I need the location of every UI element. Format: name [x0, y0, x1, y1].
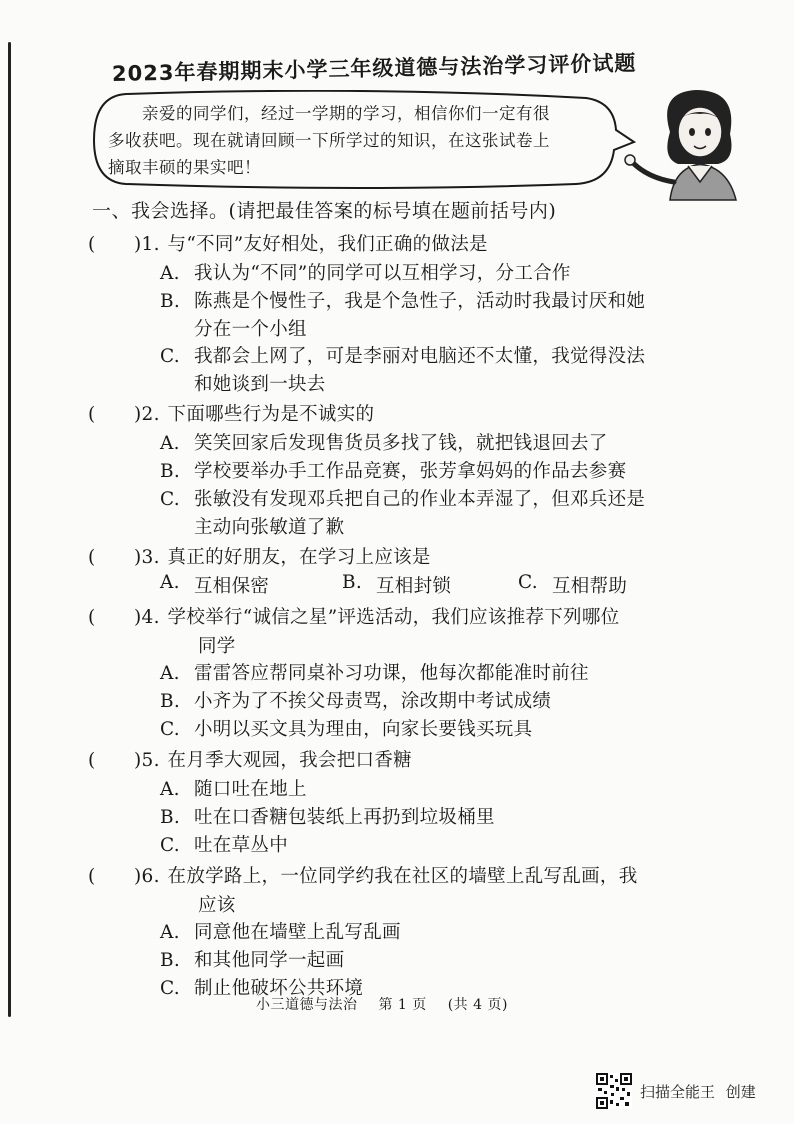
option-text: 吐在草丛中	[194, 835, 289, 856]
option-text-continued: 分在一个小组	[194, 319, 307, 340]
question-text: 下面哪些行为是不诚实的	[167, 404, 375, 425]
option-a	[88, 918, 728, 946]
option-text: 互相保密	[194, 576, 270, 597]
question-text-continued: 应该	[198, 895, 236, 916]
question-item	[88, 603, 728, 743]
question-item	[88, 400, 728, 540]
teacher-illustration	[618, 82, 768, 202]
scanner-watermark	[640, 1081, 762, 1102]
question-number: 3.	[141, 547, 160, 568]
page-footer	[256, 994, 524, 1014]
answer-paren-open: (	[88, 404, 96, 425]
option-letter: A.	[160, 263, 180, 284]
question-number: 5.	[141, 750, 160, 771]
answer-paren-open: (	[88, 750, 96, 771]
qr-code-icon	[596, 1073, 632, 1109]
option-text-continued: 和她谈到一块去	[194, 374, 326, 395]
option-text: 雷雷答应帮同桌补习功课，他每次都能准时前往	[194, 663, 589, 684]
option-text: 笑笑回家后发现售货员多找了钱，就把钱退回去了	[194, 433, 608, 454]
intro-speech-bubble	[86, 90, 646, 190]
option-text: 学校要举办手工作品竞赛，张芳拿妈妈的作品去参赛	[194, 461, 627, 482]
binding-line	[8, 42, 11, 1017]
answer-paren-open: (	[88, 607, 96, 628]
answer-paren-close: )	[134, 866, 142, 887]
option-a	[160, 572, 342, 598]
option-b	[88, 803, 728, 831]
question-text-continued: 同学	[198, 636, 236, 657]
option-b	[88, 457, 728, 485]
option-letter: A.	[160, 922, 180, 943]
question-text: 在月季大观园，我会把口香糖	[167, 750, 412, 771]
option-b	[342, 572, 518, 598]
option-c	[88, 342, 728, 370]
answer-paren-open: (	[88, 547, 96, 568]
page-title: 2023年春期期末小学三年级道德与法治学习评价试题	[111, 51, 637, 86]
option-letter: C.	[160, 489, 180, 510]
option-text-continued: 主动向张敏道了歉	[194, 517, 345, 538]
scanner-app-name: 扫描全能王	[640, 1083, 716, 1101]
section-heading: 一、我会选择。(请把最佳答案的标号填在题前括号内)	[92, 200, 557, 222]
footer-page-number: 第 1 页	[378, 997, 427, 1013]
option-letter: B.	[342, 572, 363, 593]
option-letter: B.	[160, 291, 181, 312]
option-b	[88, 287, 728, 315]
option-letter: B.	[160, 691, 181, 712]
option-letter: C.	[160, 835, 180, 856]
option-letter: B.	[160, 807, 181, 828]
footer-total-pages: (共 4 页)	[447, 997, 508, 1013]
question-number: 1.	[141, 234, 160, 255]
answer-paren-open: (	[88, 866, 96, 887]
option-text: 随口吐在地上	[194, 779, 307, 800]
option-a	[88, 659, 728, 687]
option-a	[88, 429, 728, 457]
question-text: 学校举行“诚信之星”评选活动，我们应该推荐下列哪位	[167, 607, 620, 628]
option-text: 我认为“不同”的同学可以互相学习，分工合作	[194, 263, 571, 284]
option-text: 吐在口香糖包装纸上再扔到垃圾桶里	[194, 807, 495, 828]
footer-subject: 小三道德与法治	[256, 997, 358, 1013]
intro-line: 多收获吧。现在就请回顾一下所学过的知识，在这张试卷上	[108, 131, 550, 150]
option-letter: A.	[160, 572, 180, 593]
option-letter: C.	[518, 572, 538, 593]
question-number: 2.	[141, 404, 160, 425]
option-a	[88, 259, 728, 287]
option-text: 陈燕是个慢性子，我是个急性子，活动时我最讨厌和她	[194, 291, 646, 312]
questions-list	[88, 230, 728, 1005]
option-text: 互相帮助	[552, 576, 628, 597]
option-letter: A.	[160, 779, 180, 800]
question-number: 6.	[141, 866, 160, 887]
question-item	[88, 543, 728, 600]
answer-paren-close: )	[134, 234, 142, 255]
question-number: 4.	[141, 607, 160, 628]
question-text: 与“不同”友好相处，我们正确的做法是	[167, 234, 488, 255]
question-text: 真正的好朋友，在学习上应该是	[167, 547, 431, 568]
intro-line: 亲爱的同学们，经过一学期的学习，相信你们一定有很	[142, 104, 550, 123]
option-text: 小齐为了不挨父母责骂，涂改期中考试成绩	[194, 691, 552, 712]
option-b	[88, 946, 728, 974]
option-text: 制止他破坏公共环境	[194, 978, 364, 999]
option-c	[88, 485, 728, 513]
question-item	[88, 862, 728, 1002]
option-letter: B.	[160, 461, 181, 482]
option-c	[518, 572, 700, 598]
option-letter: A.	[160, 663, 180, 684]
option-letter: C.	[160, 346, 180, 367]
question-item	[88, 746, 728, 859]
answer-paren-close: )	[134, 607, 142, 628]
option-b	[88, 687, 728, 715]
answer-paren-open: (	[88, 234, 96, 255]
option-a	[88, 775, 728, 803]
option-letter: A.	[160, 433, 180, 454]
question-text: 在放学路上，一位同学约我在社区的墙壁上乱写乱画，我	[167, 866, 638, 887]
option-text: 小明以买文具为理由，向家长要钱买玩具	[194, 719, 533, 740]
option-text: 我都会上网了，可是李丽对电脑还不太懂，我觉得没法	[194, 346, 646, 367]
option-text: 同意他在墙壁上乱写乱画	[194, 922, 401, 943]
option-letter: C.	[160, 719, 180, 740]
question-item	[88, 230, 728, 397]
option-text: 互相封锁	[376, 576, 452, 597]
option-c	[88, 715, 728, 743]
answer-paren-close: )	[134, 750, 142, 771]
option-row	[88, 572, 728, 600]
answer-paren-close: )	[134, 404, 142, 425]
intro-line: 摘取丰硕的果实吧！	[108, 158, 261, 177]
option-c	[88, 831, 728, 859]
option-text: 张敏没有发现邓兵把自己的作业本弄湿了，但邓兵还是	[194, 489, 646, 510]
option-letter: B.	[160, 950, 181, 971]
option-text: 和其他同学一起画	[194, 950, 345, 971]
scanner-action: 创建	[725, 1083, 756, 1101]
answer-paren-close: )	[134, 547, 142, 568]
option-letter: C.	[160, 978, 180, 999]
